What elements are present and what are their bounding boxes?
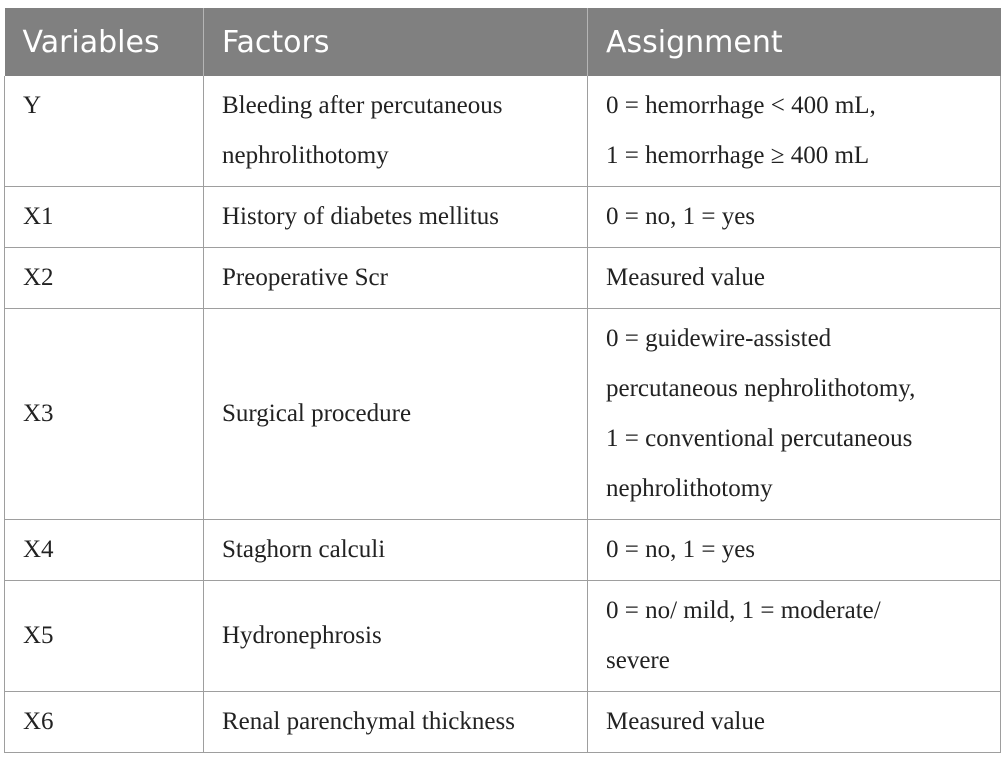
- cell-factor: [204, 248, 588, 309]
- header-row: [5, 8, 1001, 76]
- cell-assignment: [588, 520, 1001, 581]
- cell-assignment-line: 1 = conventional percutaneous: [606, 425, 913, 452]
- cell-variable: X1: [5, 187, 204, 248]
- cell-factor-line: Renal parenchymal thickness: [222, 708, 515, 735]
- cell-assignment-line: severe: [606, 647, 670, 674]
- table-body: [5, 76, 1001, 753]
- cell-assignment-line: 0 = no, 1 = yes: [606, 536, 756, 563]
- cell-assignment-line: Measured value: [606, 264, 765, 291]
- cell-assignment: [588, 581, 1001, 692]
- cell-assignment: [588, 76, 1001, 187]
- cell-variable: X4: [5, 520, 204, 581]
- cell-factor: [204, 309, 588, 520]
- cell-assignment-line: 0 = guidewire-assisted: [606, 325, 832, 352]
- cell-variable: Y: [5, 76, 204, 187]
- cell-factor: [204, 581, 588, 692]
- cell-factor-line: History of diabetes mellitus: [222, 203, 500, 230]
- cell-assignment: [588, 187, 1001, 248]
- cell-factor: [204, 187, 588, 248]
- cell-factor-line: Preoperative Scr: [222, 264, 388, 291]
- cell-assignment-line: 0 = no/ mild, 1 = moderate/: [606, 597, 881, 624]
- cell-assignment-line: percutaneous nephrolithotomy,: [606, 375, 916, 402]
- cell-factor: [204, 520, 588, 581]
- table-row: [5, 187, 1001, 248]
- table-row: [5, 581, 1001, 692]
- cell-assignment: [588, 309, 1001, 520]
- cell-assignment-line: nephrolithotomy: [606, 475, 773, 502]
- cell-variable: X2: [5, 248, 204, 309]
- cell-factor: [204, 76, 588, 187]
- data-table-container: [4, 8, 1000, 753]
- table-header: [5, 8, 1001, 76]
- table-row: [5, 76, 1001, 187]
- cell-assignment-line: 0 = no, 1 = yes: [606, 203, 756, 230]
- cell-factor-line: Bleeding after percutaneous: [222, 92, 503, 119]
- table-row: [5, 309, 1001, 520]
- cell-factor-line: nephrolithotomy: [222, 142, 389, 169]
- variable-assignment-table: [4, 8, 1001, 753]
- cell-assignment-line: 1 = hemorrhage ≥ 400 mL: [606, 142, 870, 169]
- cell-factor-line: Surgical procedure: [222, 400, 412, 427]
- cell-assignment-line: Measured value: [606, 708, 765, 735]
- cell-variable: X6: [5, 692, 204, 753]
- cell-assignment: [588, 692, 1001, 753]
- table-row: [5, 520, 1001, 581]
- header-variables: Variables: [5, 8, 204, 76]
- cell-assignment-line: 0 = hemorrhage < 400 mL,: [606, 92, 876, 119]
- table-row: [5, 248, 1001, 309]
- cell-factor-line: Staghorn calculi: [222, 536, 386, 563]
- header-factors: Factors: [204, 8, 588, 76]
- table-row: [5, 692, 1001, 753]
- header-assignment: Assignment: [588, 8, 1001, 76]
- cell-factor: [204, 692, 588, 753]
- cell-variable: X5: [5, 581, 204, 692]
- cell-factor-line: Hydronephrosis: [222, 622, 382, 649]
- cell-variable: X3: [5, 309, 204, 520]
- cell-assignment: [588, 248, 1001, 309]
